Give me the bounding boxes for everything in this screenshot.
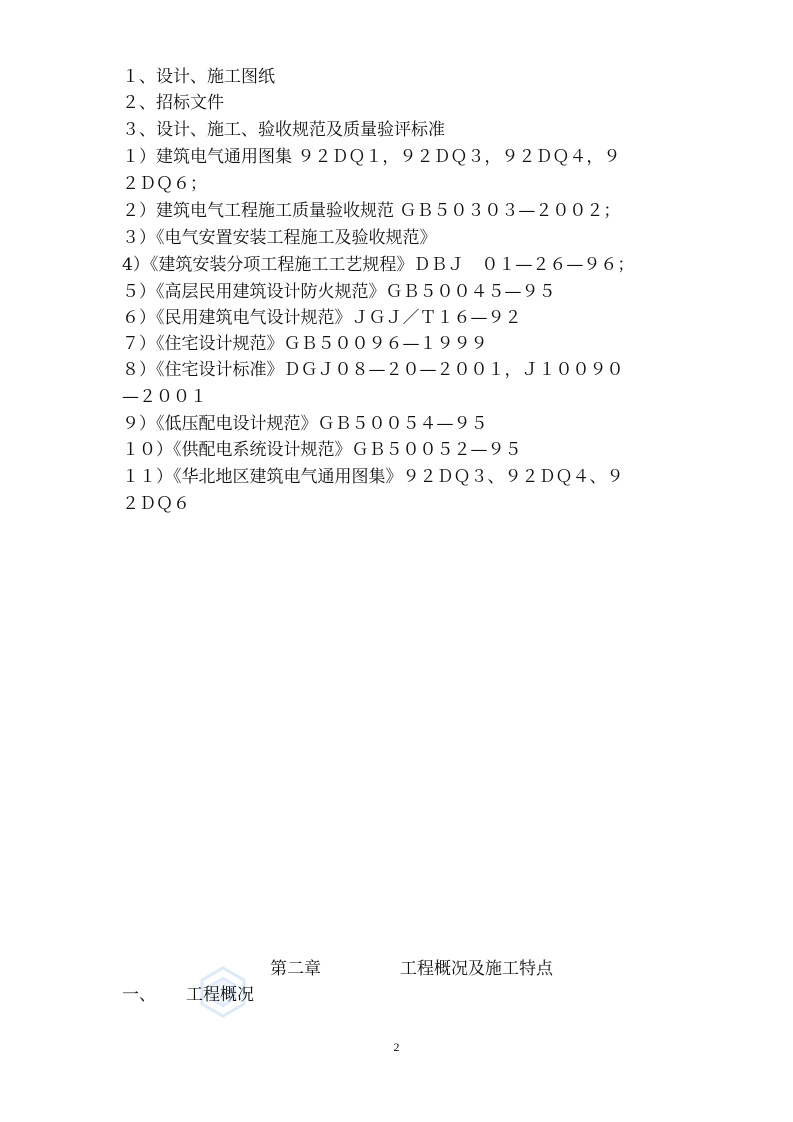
- text-line-8: 4）《建筑安装分项工程施工工艺规程》ＤＢＪ ０１—２６—９６；: [122, 255, 635, 275]
- text-line-11: ７）《住宅设计规范》ＧＢ５００９６—１９９９: [122, 334, 488, 354]
- page-number: 2: [393, 1040, 400, 1054]
- text-line-5: ２ＤＱ６；: [122, 174, 207, 194]
- text-line-14: ９）《低压配电设计规范》ＧＢ５００５４—９５: [122, 414, 488, 434]
- text-line-15: １０）《供配电系统设计规范》ＧＢ５００５２—９５: [122, 440, 522, 460]
- text-line-1: １、设计、施工图纸: [122, 67, 275, 87]
- text-line-10: ６）《民用建筑电气设计规范》ＪＧＪ／Ｔ１６—９２: [122, 308, 522, 328]
- text-line-3: ３、设计、施工、验收规范及质量验评标准: [122, 120, 445, 140]
- text-line-16: １１）《华北地区建筑电气通用图集》９２ＤＱ３、９２ＤＱ４、９: [122, 467, 624, 487]
- text-line-17: ２ＤＱ６: [122, 494, 190, 514]
- chapter-title: 工程概况及施工特点: [400, 959, 553, 979]
- text-line-12: ８）《住宅设计标准》ＤＧＪ０８—２０—２００１，Ｊ１００９０: [122, 360, 624, 380]
- text-line-4: １）建筑电气通用图集 ９２ＤＱ１，９２ＤＱ３，９２ＤＱ４，９: [122, 147, 621, 167]
- section-number: 一、: [122, 985, 156, 1005]
- section-title: 工程概况: [186, 985, 254, 1005]
- text-line-13: —２００１: [122, 387, 207, 407]
- text-line-7: ３）《电气安置安装工程施工及验收规范》: [122, 228, 437, 248]
- text-line-9: ５）《高层民用建筑设计防火规范》ＧＢ５００４５—９５: [122, 282, 556, 302]
- text-line-6: ２）建筑电气工程施工质量验收规范 ＧＢ５０３０３—２００２；: [122, 201, 621, 221]
- chapter-number: 第二章: [270, 959, 321, 979]
- text-line-2: ２、招标文件: [122, 93, 224, 113]
